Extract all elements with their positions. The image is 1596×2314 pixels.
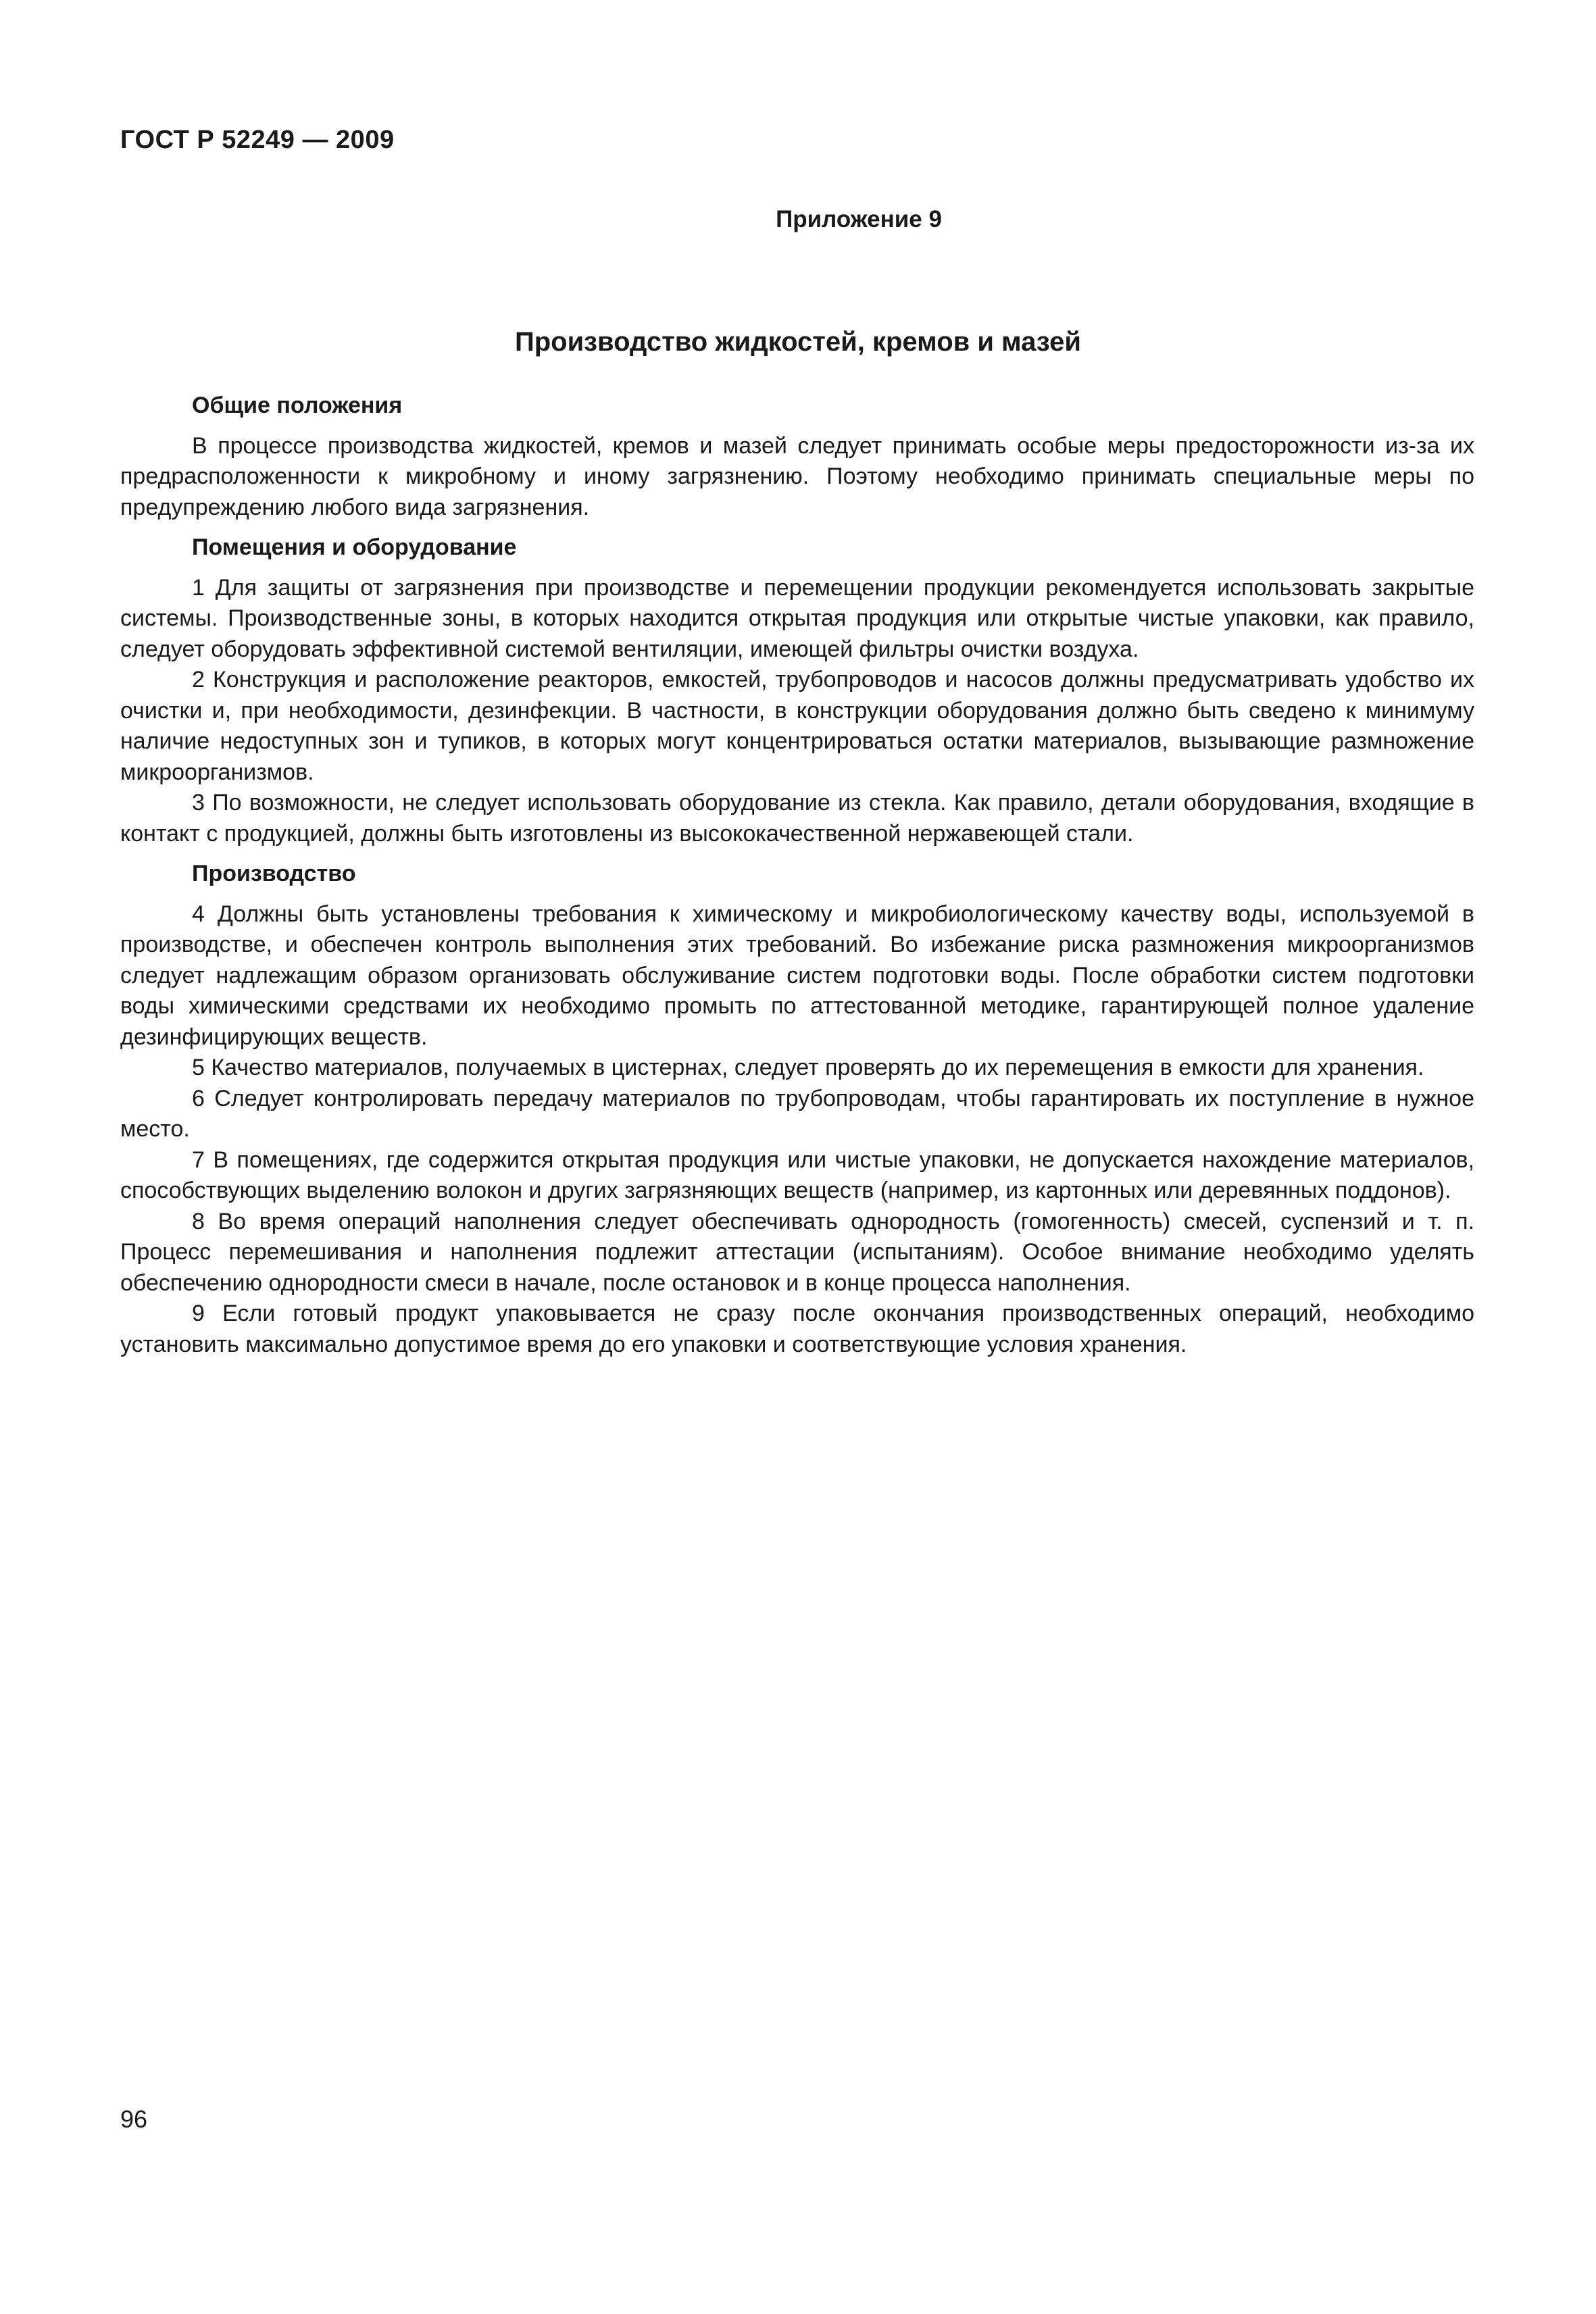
paragraph-item-6: 6 Следует контролировать передачу материалов по трубопроводам, чтобы гарантировать их поступление в нужное место. <box>120 1085 1474 1142</box>
paragraph-item-8: 8 Во время операций наполнения следует обеспечивать однородность (гомогенность) смесей, суспензий и т. п. Процесс перемешивания и наполнения подлежит аттестации (испытаниям). Особое внимание необходимо уделять обеспечению однородности смеси в начале, после остановок и в конце процесса наполнения. <box>120 1208 1474 1296</box>
paragraph-item-4: 4 Должны быть установлены требования к химическому и микробиологическому качеству воды, используемой в производстве, и обеспечен контроль выполнения этих требований. Во избежание риска размножения микроорганизмов следует надлежащим образом организовать обслуживание систем подготовки воды. После обработки систем подготовки воды химическими средствами их необходимо промыть по аттестованной методике, гарантирующей полное удаление дезинфицирующих веществ. <box>120 901 1474 1050</box>
paragraph-item-1: 1 Для защиты от загрязнения при производстве и перемещении продукции рекомендуется использовать закрытые системы. Производственные зоны, в которых находится открытая продукция или открытые чистые упаковки, как правило, следует оборудовать эффективной системой вентиляции, имеющей фильтры очистки воздуха. <box>120 574 1474 662</box>
page-number: 96 <box>120 2105 148 2133</box>
annex-label: Приложение 9 <box>776 206 942 232</box>
paragraph-general-intro: В процессе производства жидкостей, кремов и мазей следует принимать особые меры предосторожности из-за их предрасположенности к микробному и иному загрязнению. Поэтому необходимо принимать специальные меры по предупреждению любого вида загрязнения. <box>120 432 1474 520</box>
document-code: ГОСТ Р 52249 — 2009 <box>120 126 395 154</box>
document-body <box>120 391 1474 1360</box>
paragraph-item-3: 3 По возможности, не следует использовать оборудование из стекла. Как правило, детали оборудования, входящие в контакт с продукцией, должны быть изготовлены из высококачественной нержавеющей стали. <box>120 790 1474 847</box>
paragraph-item-9: 9 Если готовый продукт упаковывается не сразу после окончания производственных операций, необходимо установить максимально допустимое время до его упаковки и соответствующие условия хранения. <box>120 1301 1474 1357</box>
section-heading-production: Производство <box>192 861 356 886</box>
paragraph-item-2: 2 Конструкция и расположение реакторов, емкостей, трубопроводов и насосов должны предусматривать удобство их очистки и, при необходимости, дезинфекции. В частности, в конструкции оборудования должно быть сведено к минимуму наличие недоступных зон и тупиков, в которых могут концентрироваться остатки материалов, вызывающие размножение микроорганизмов. <box>120 667 1474 785</box>
section-heading-premises-equipment: Помещения и оборудование <box>192 534 517 560</box>
paragraph-item-5: 5 Качество материалов, получаемых в цистернах, следует проверять до их перемещения в емкости для хранения. <box>192 1055 1424 1080</box>
annex-title: Производство жидкостей, кремов и мазей <box>514 327 1082 357</box>
section-heading-general: Общие положения <box>192 393 403 418</box>
paragraph-item-7: 7 В помещениях, где содержится открытая продукция или чистые упаковки, не допускается нахождение материалов, способствующих выделению волокон и других загрязняющих веществ (например, из картонных или деревянных поддонов). <box>120 1147 1474 1203</box>
